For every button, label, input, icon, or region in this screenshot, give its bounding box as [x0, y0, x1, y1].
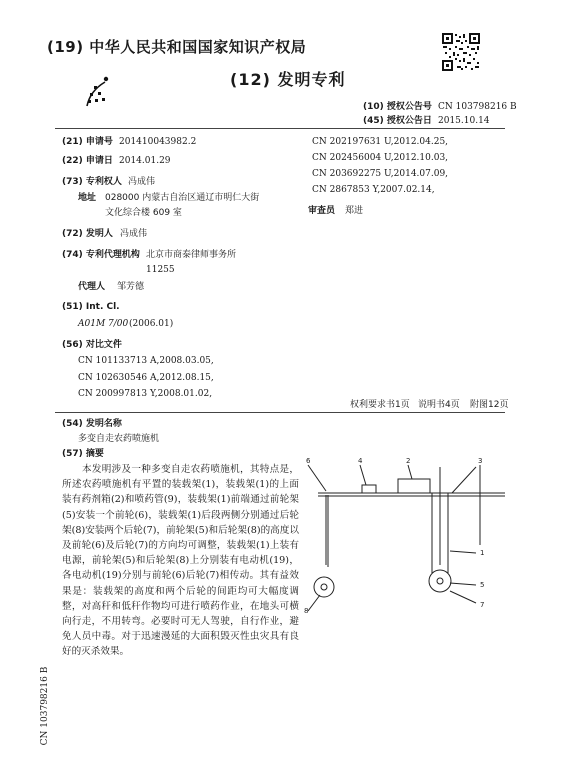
ref-item: CN 202197631 U,2012.04.25, [312, 137, 449, 147]
inventor-label: (72) 发明人 [62, 229, 113, 239]
inventor: 冯成伟 [120, 229, 148, 239]
patent-office-logo-icon [85, 74, 111, 108]
app-date: 2014.01.29 [119, 156, 171, 166]
figure-label: 1 [480, 549, 485, 557]
owner-label: (73) 专利权人 [62, 177, 122, 187]
abstract-label: (57) 摘要 [62, 449, 104, 459]
invention-title: 多变自走农药喷施机 [78, 434, 160, 444]
intcl: A01M 7/00 [78, 319, 129, 329]
abstract-text: 本发明涉及一种多变自走农药喷施机，其特点是，所述农药喷施机有平置的装载架(1)，装载架(1)的上面装有药剂箱(2)和喷药管(9)，装载架(1)前端通过前轮架(5)安装一个前轮(6)，装载架(1)后段两侧分别通过后轮架(8)安装两个后轮(7)，前轮架(5)和后轮架(8)的高度以及前轮(6)及后轮(7)的方向均可调整，装载架(1)上装有电源，前轮架(5)和后轮架(8)上分别装有电动机(19)，各电动机(19)分别与前轮(6)后轮(7)相传动。其有益效果是：装载架的高度和两个后轮的间距均可大幅度调整，对高秆和低秆作物均可进行喷药作业，在地头可横向行走，不用转弯。必要时可无人驾驶，自行作业，避免人员中毒。对于迅速漫延的大面积毁灭性虫灾具有良好的灭杀效果。 [62, 464, 299, 658]
figure-label: 3 [478, 457, 483, 465]
intcl-label: (51) Int. Cl. [62, 302, 120, 312]
pub-date: 2015.10.14 [438, 116, 490, 126]
figure-label: 4 [358, 457, 363, 465]
pub-date-label: (45) 授权公告日 [363, 116, 432, 126]
refs-label: (56) 对比文件 [62, 340, 122, 350]
ref-item: CN 102630546 A,2012.08.15, [78, 373, 214, 383]
address-line-2: 文化综合楼 609 室 [105, 208, 182, 218]
app-date-label: (22) 申请日 [62, 156, 113, 166]
agency-label: (74) 专利代理机构 [62, 250, 140, 260]
agency-code: 11255 [146, 265, 175, 275]
title-label: (54) 发明名称 [62, 419, 122, 429]
agency: 北京市商泰律师事务所 [146, 250, 237, 260]
app-no: 201410043982.2 [119, 137, 197, 147]
pub-no: CN 103798216 B [438, 102, 517, 112]
address-line-1: 028000 内蒙古自治区通辽市明仁大街 [105, 193, 260, 203]
app-no-label: (21) 申请号 [62, 137, 113, 147]
figure-label: 8 [304, 607, 309, 615]
drawings-count: 附图12页 [470, 400, 509, 410]
header-divider [55, 128, 505, 129]
side-pub-no-text: CN 103798216 B [40, 666, 50, 746]
ref-item: CN 203692275 U,2014.07.09, [312, 169, 449, 179]
invention-figure [300, 455, 520, 615]
agent-label: 代理人 [78, 282, 106, 292]
ref-item: CN 2867853 Y,2007.02.14, [312, 185, 435, 195]
office-name: (19) 中华人民共和国国家知识产权局 [47, 38, 307, 56]
figure-label: 7 [480, 601, 485, 609]
figure-label: 6 [306, 457, 311, 465]
claims-count: 权利要求书1页 [350, 400, 410, 410]
pub-no-label: (10) 授权公告号 [363, 102, 432, 112]
ref-item: CN 101133713 A,2008.03.05, [78, 356, 214, 366]
examiner-label: 审查员 [308, 206, 336, 216]
figure-label: 5 [480, 581, 485, 589]
description-count: 说明书4页 [418, 400, 460, 410]
qr-code-icon [441, 32, 481, 72]
intcl-year: (2006.01) [129, 319, 174, 329]
figure-label: 2 [406, 457, 411, 465]
agent: 邹芳德 [117, 282, 145, 292]
ref-item: CN 202456004 U,2012.10.03, [312, 153, 449, 163]
ref-item: CN 200997813 Y,2008.01.02, [78, 389, 213, 399]
side-pub-no [38, 650, 50, 760]
document-type: (12) 发明专利 [230, 70, 346, 89]
owner: 冯成伟 [128, 177, 156, 187]
examiner: 郑进 [345, 206, 364, 216]
address-label: 地址 [78, 193, 97, 203]
section-divider [55, 412, 505, 413]
